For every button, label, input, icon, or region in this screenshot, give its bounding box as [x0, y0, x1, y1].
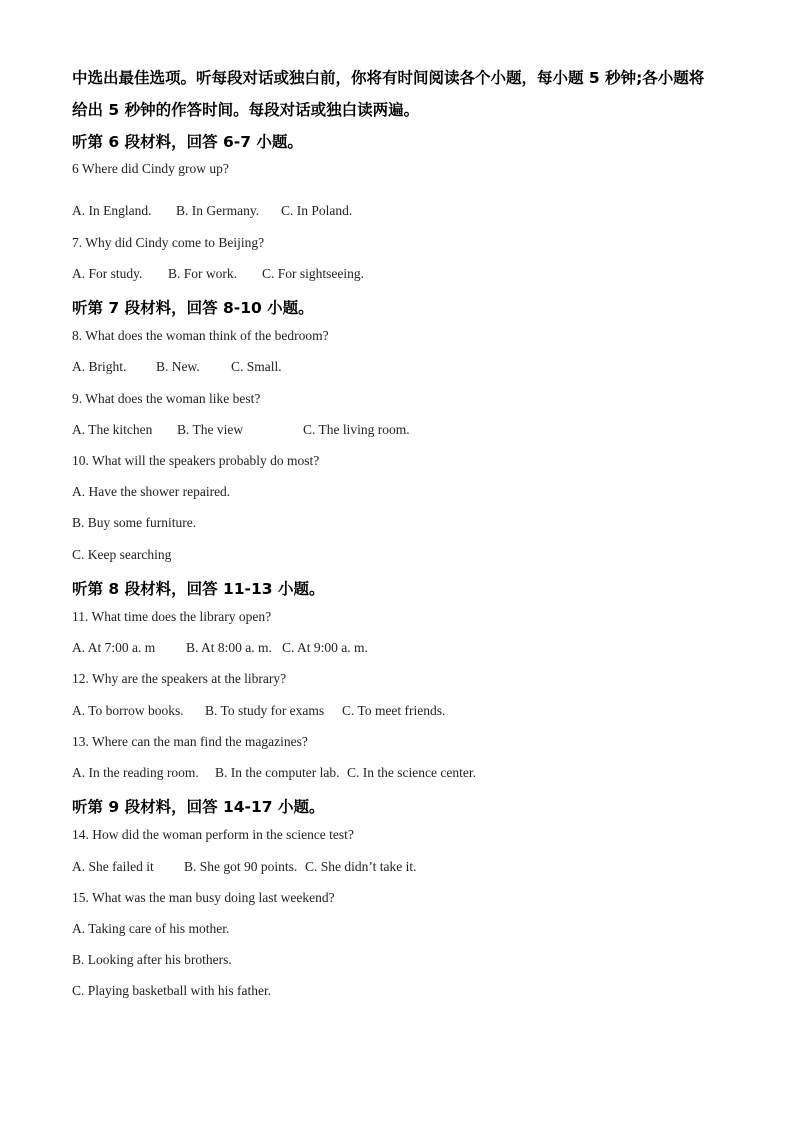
- option-b: B. In Germany.: [176, 203, 260, 218]
- option-c: C. In Poland.: [281, 203, 353, 218]
- option-c: C. To meet friends.: [342, 703, 446, 718]
- option-b: B. For work.: [168, 266, 238, 281]
- section-heading: 听第 8 段材料，回答 11-13 小题。: [72, 580, 325, 598]
- option-a: A. For study.: [72, 266, 143, 281]
- option-a: A. In the reading room.: [72, 765, 199, 780]
- question-9-options: [72, 422, 410, 438]
- option-a: A. She failed it: [72, 859, 154, 874]
- section-heading: 听第 7 段材料，回答 8-10 小题。: [72, 299, 314, 317]
- instruction-line-1: 中选出最佳选项。听每段对话或独白前，你将有时间阅读各个小题，每小题 5 秒钟;各小题将: [72, 69, 705, 87]
- option-b: B. Buy some furniture.: [72, 515, 197, 530]
- question-6: 6 Where did Cindy grow up?: [72, 161, 229, 176]
- option-b: B. Looking after his brothers.: [72, 952, 232, 967]
- option-a: A. Bright.: [72, 359, 127, 374]
- question-12-options: [72, 703, 445, 719]
- question-9: 9. What does the woman like best?: [72, 391, 261, 406]
- question-13: 13. Where can the man find the magazines?: [72, 734, 308, 749]
- question-8-options: [72, 359, 282, 375]
- question-10: 10. What will the speakers probably do most?: [72, 453, 320, 468]
- option-a: A. At 7:00 a. m: [72, 640, 156, 655]
- question-14: 14. How did the woman perform in the science test?: [72, 827, 354, 842]
- option-c: C. Playing basketball with his father.: [72, 983, 272, 998]
- question-7-options: [72, 266, 364, 282]
- question-15: 15. What was the man busy doing last weekend?: [72, 890, 335, 905]
- option-b: B. In the computer lab.: [215, 765, 340, 780]
- option-b: B. The view: [177, 422, 244, 437]
- option-b: B. New.: [156, 359, 200, 374]
- instruction-line-2: 给出 5 秒钟的作答时间。每段对话或独白读两遍。: [72, 101, 420, 119]
- section-heading: 听第 6 段材料，回答 6-7 小题。: [72, 133, 303, 151]
- question-11: 11. What time does the library open?: [72, 609, 272, 624]
- option-c: C. At 9:00 a. m.: [282, 640, 368, 655]
- option-b: B. To study for exams: [205, 703, 325, 718]
- option-a: A. To borrow books.: [72, 703, 184, 718]
- option-c: C. She didn’t take it.: [305, 859, 417, 874]
- question-12: 12. Why are the speakers at the library?: [72, 671, 287, 686]
- option-b: B. She got 90 points.: [184, 859, 298, 874]
- question-6-options: [72, 203, 352, 219]
- option-a: A. Taking care of his mother.: [72, 921, 230, 936]
- question-7: 7. Why did Cindy come to Beijing?: [72, 235, 265, 250]
- question-11-options: [72, 640, 368, 656]
- question-14-options: [72, 859, 417, 875]
- option-c: C. In the science center.: [347, 765, 476, 780]
- section-heading: 听第 9 段材料，回答 14-17 小题。: [72, 798, 325, 816]
- question-8: 8. What does the woman think of the bedroom?: [72, 328, 329, 343]
- option-c: C. For sightseeing.: [262, 266, 365, 281]
- option-c: C. The living room.: [303, 422, 410, 437]
- option-b: B. At 8:00 a. m.: [186, 640, 272, 655]
- option-a: A. Have the shower repaired.: [72, 484, 231, 499]
- question-13-options: [72, 765, 476, 781]
- option-a: A. In England.: [72, 203, 152, 218]
- option-a: A. The kitchen: [72, 422, 153, 437]
- option-c: C. Keep searching: [72, 547, 172, 562]
- option-c: C. Small.: [231, 359, 282, 374]
